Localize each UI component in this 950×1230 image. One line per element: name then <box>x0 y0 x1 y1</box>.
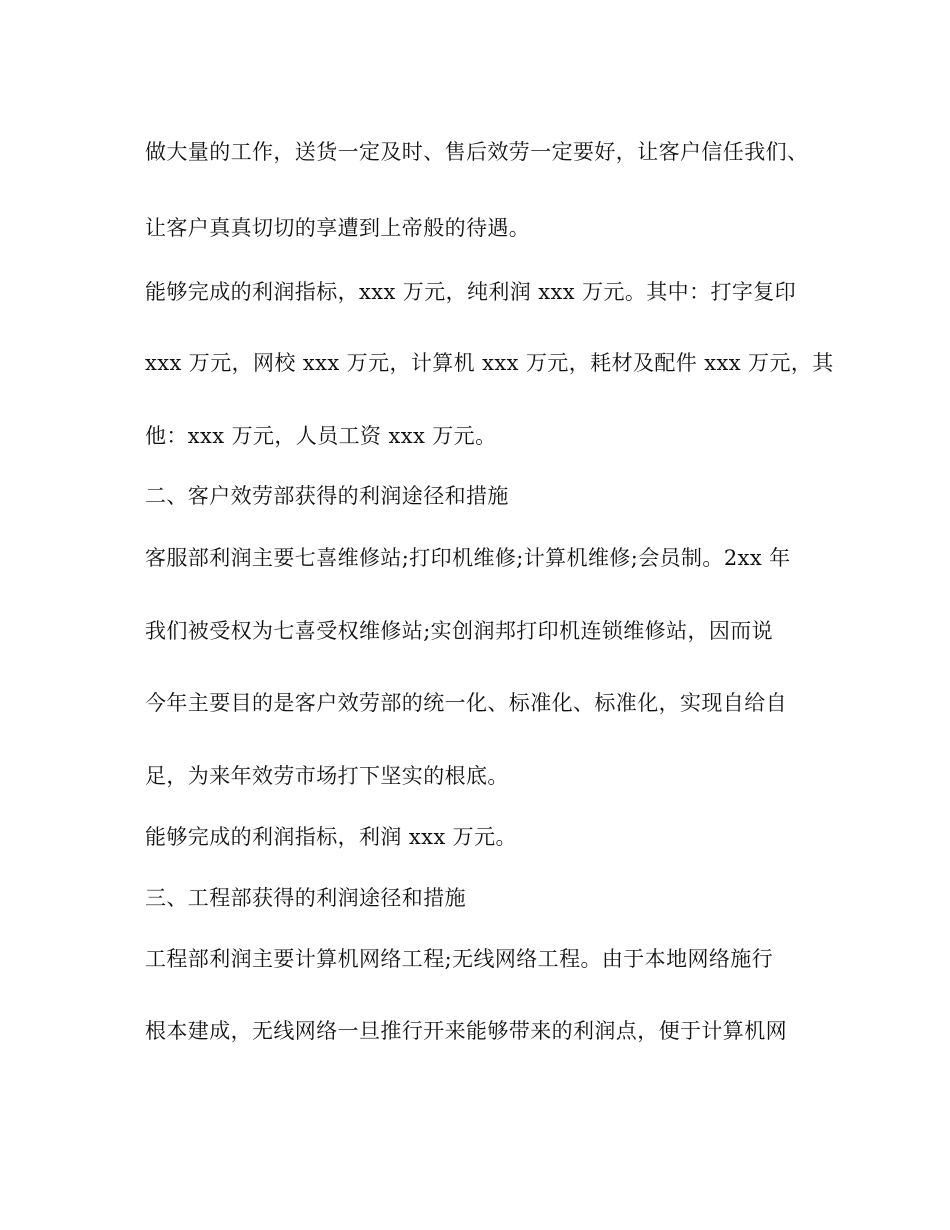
paragraph-line-11: 能够完成的利润指标，利润 xxx 万元。 <box>145 825 517 849</box>
paragraph-line-7: 客服部利润主要七喜维修站;打印机维修;计算机维修;会员制。2xx 年 <box>145 546 791 570</box>
paragraph-line-14: 根本建成，无线网络一旦推行开来能够带来的利润点，便于计算机网 <box>145 1019 787 1043</box>
paragraph-line-8: 我们被受权为七喜受权维修站;实创润邦打印机连锁维修站，因而说 <box>145 619 774 643</box>
section-heading-3: 三、工程部获得的利润途径和措施 <box>145 886 466 910</box>
paragraph-line-9: 今年主要目的是客户效劳部的统一化、标准化、标准化，实现自给自 <box>145 691 787 715</box>
paragraph-line-4: xxx 万元，网校 xxx 万元，计算机 xxx 万元，耗材及配件 xxx 万元，其 <box>145 351 834 375</box>
paragraph-line-10: 足，为来年效劳市场打下坚实的根底。 <box>145 764 509 788</box>
paragraph-line-3: 能够完成的利润指标，xxx 万元，纯利润 xxx 万元。其中：打字复印 <box>145 280 797 304</box>
paragraph-line-2: 让客户真真切切的享遭到上帝般的待遇。 <box>145 216 531 240</box>
paragraph-line-1: 做大量的工作，送货一定及时、售后效劳一定要好，让客户信任我们、 <box>145 140 809 164</box>
section-heading-2: 二、客户效劳部获得的利润途径和措施 <box>145 484 509 508</box>
paragraph-line-5: 他：xxx 万元，人员工资 xxx 万元。 <box>145 424 497 448</box>
paragraph-line-13: 工程部利润主要计算机网络工程;无线网络工程。由于本地网络施行 <box>145 947 774 971</box>
